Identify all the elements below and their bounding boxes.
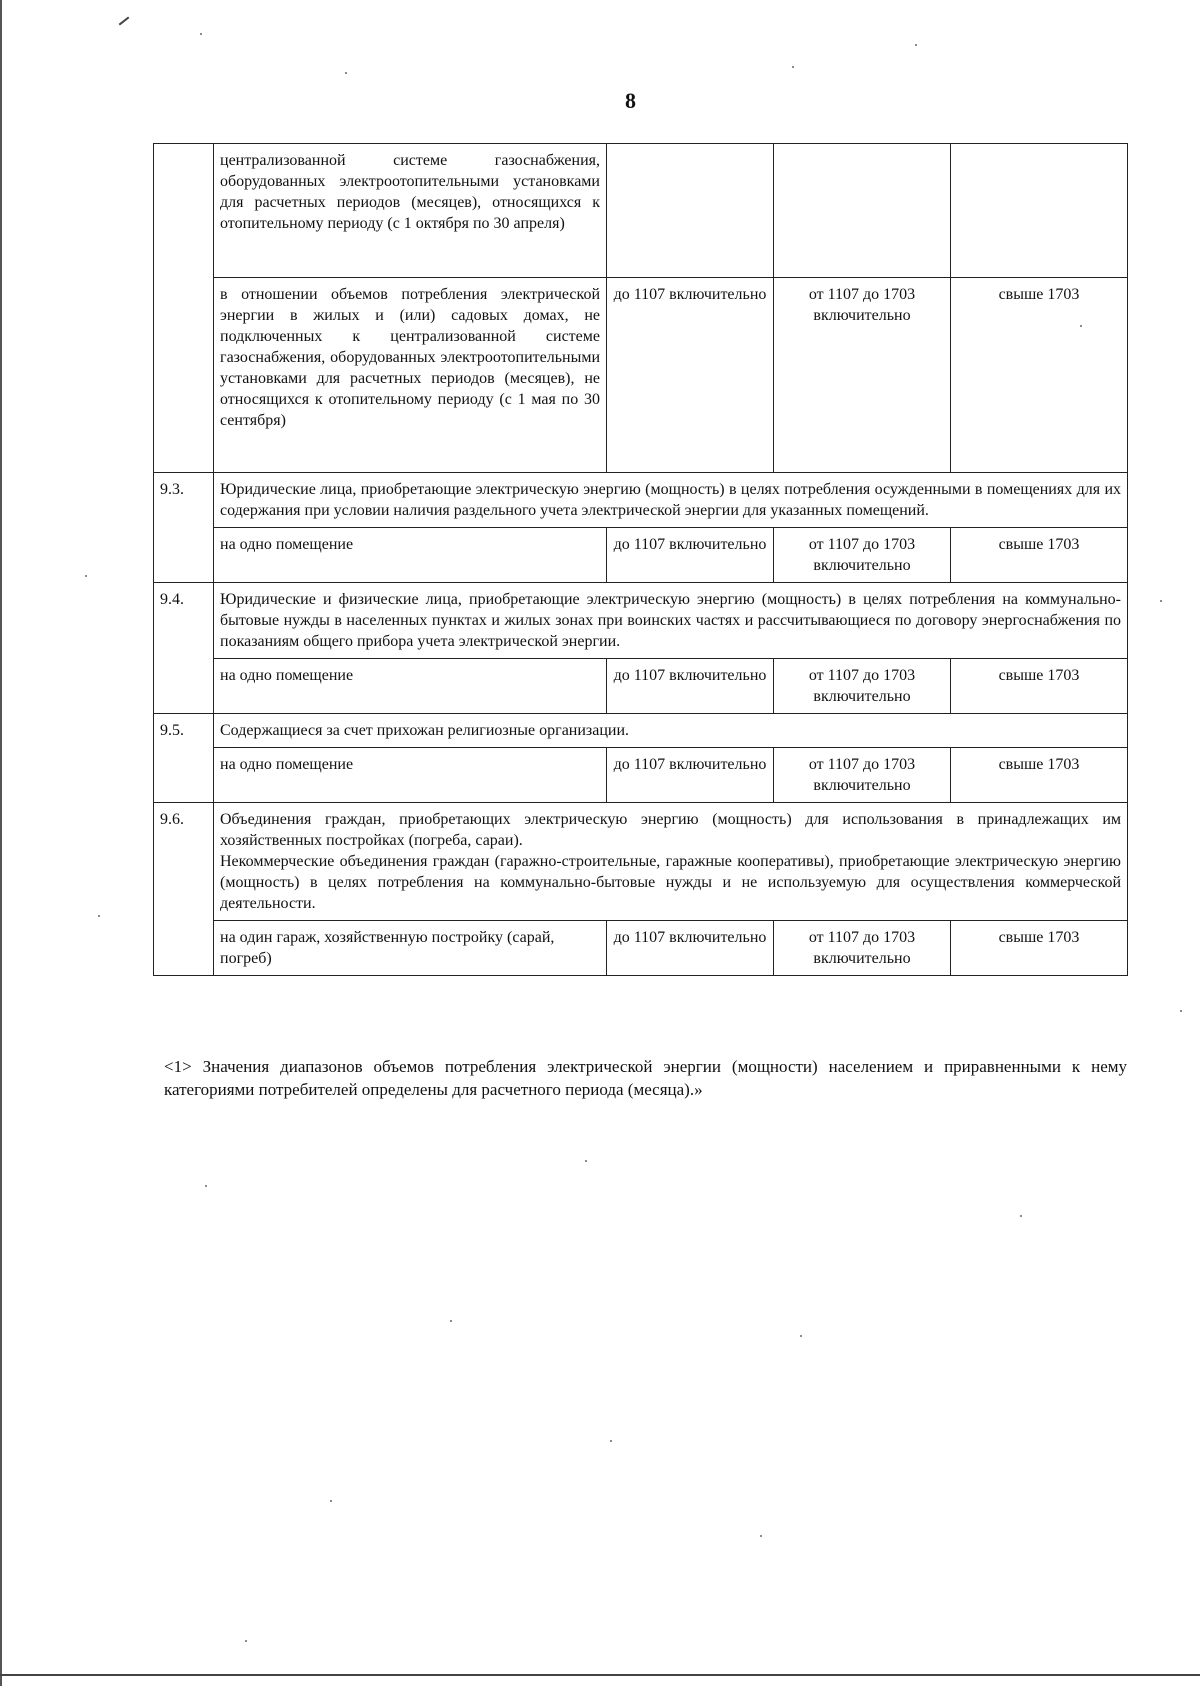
dust-speck [585,1160,587,1162]
dust-speck [85,575,87,577]
dust-speck [1020,1215,1022,1217]
scan-edge [0,0,6,1686]
dust-speck [800,1335,802,1337]
section-number: 9.3. [154,473,214,583]
range-high-cell [951,144,1128,278]
dust-speck [760,1535,762,1537]
range-low-cell: до 1107 включительно [607,659,774,714]
row-number-cell [154,144,214,473]
dust-speck [450,1320,452,1322]
table-row [154,278,1128,473]
row-description: централизованной системе газоснабжения, оборудованных электроотопительными установками для расчетных периодов (месяцев), относящихся к отопительному периоду (с 1 октября по 30 апреля) [214,144,607,278]
row-description: в отношении объемов потребления электрической энергии в жилых и (или) садовых домах, не подключенных к централизованной системе газоснабжения, оборудованных электроотопительными установками для расчетных периодов (месяцев), не относящихся к отопительному периоду (с 1 мая по 30 сентября) [214,278,607,473]
range-mid-cell: от 1107 до 1703 включительно [774,659,951,714]
section-number: 9.5. [154,714,214,803]
table-row [154,528,1128,583]
section-heading-row [154,473,1128,528]
unit-cell: на один гараж, хозяйственную постройку (сарай, погреб) [214,921,607,976]
dust-speck [1080,325,1082,327]
range-high-cell: свыше 1703 [951,921,1128,976]
dust-speck [1180,1010,1182,1012]
pen-mark [119,17,130,26]
range-mid-cell: от 1107 до 1703 включительно [774,748,951,803]
dust-speck [98,915,100,917]
range-low-cell: до 1107 включительно [607,921,774,976]
unit-cell: на одно помещение [214,528,607,583]
section-heading: Содержащиеся за счет прихожан религиозные организации. [214,714,1128,748]
range-mid-cell [774,144,951,278]
section-heading-cell [214,803,1128,921]
dust-speck [200,33,202,35]
unit-cell: на одно помещение [214,659,607,714]
section-number: 9.6. [154,803,214,976]
table-row [154,921,1128,976]
range-low-cell: до 1107 включительно [607,528,774,583]
range-high-cell: свыше 1703 [951,278,1128,473]
range-mid-cell: от 1107 до 1703 включительно [774,528,951,583]
unit-cell: на одно помещение [214,748,607,803]
range-mid-cell: от 1107 до 1703 включительно [774,278,951,473]
range-mid-cell: от 1107 до 1703 включительно [774,921,951,976]
section-heading: Юридические и физические лица, приобретающие электрическую энергию (мощность) в целях потребления на коммунально-бытовые нужды в населенных пунктах и жилых зонах при воинских частях и рассчитывающиеся по договору энергоснабжения по показаниям общего прибора учета электрической энергии. [214,583,1128,659]
range-high-cell: свыше 1703 [951,528,1128,583]
section-heading: Объединения граждан, приобретающих электрическую энергию (мощность) для использования в принадлежащих им хозяйственных постройках (погреба, сараи). [220,811,1121,849]
table-row [154,748,1128,803]
section-number: 9.4. [154,583,214,714]
dust-speck [1160,600,1162,602]
dust-speck [610,1440,612,1442]
range-high-cell: свыше 1703 [951,748,1128,803]
section-heading-row [154,803,1128,921]
dust-speck [792,66,794,68]
range-high-cell: свыше 1703 [951,659,1128,714]
range-low-cell [607,144,774,278]
tariff-table [153,143,1128,976]
footnote: <1> Значения диапазонов объемов потребления электрической энергии (мощности) населением и приравненными к нему категориями потребителей определены для расчетного периода (месяца).» [164,1057,1127,1099]
dust-speck [915,44,917,46]
dust-speck [205,1185,207,1187]
dust-speck [345,72,347,74]
dust-speck [330,1500,332,1502]
section-heading-row [154,583,1128,659]
section-heading-row [154,714,1128,748]
table-row [154,659,1128,714]
range-low-cell: до 1107 включительно [607,748,774,803]
section-heading-extra: Некоммерческие объединения граждан (гаражно-строительные, гаражные кооперативы), приобретающие электрическую энергию (мощность) в целях потребления на коммунально-бытовые нужды и не используемую для осуществления коммерческой деятельности. [220,853,1121,912]
page-number: 8 [625,88,636,113]
dust-speck [245,1640,247,1642]
section-heading: Юридические лица, приобретающие электрическую энергию (мощность) в целях потребления осужденными в помещениях для их содержания при условии наличия раздельного учета электрической энергии для указанных помещений. [214,473,1128,528]
range-low-cell: до 1107 включительно [607,278,774,473]
table-row [154,144,1128,278]
